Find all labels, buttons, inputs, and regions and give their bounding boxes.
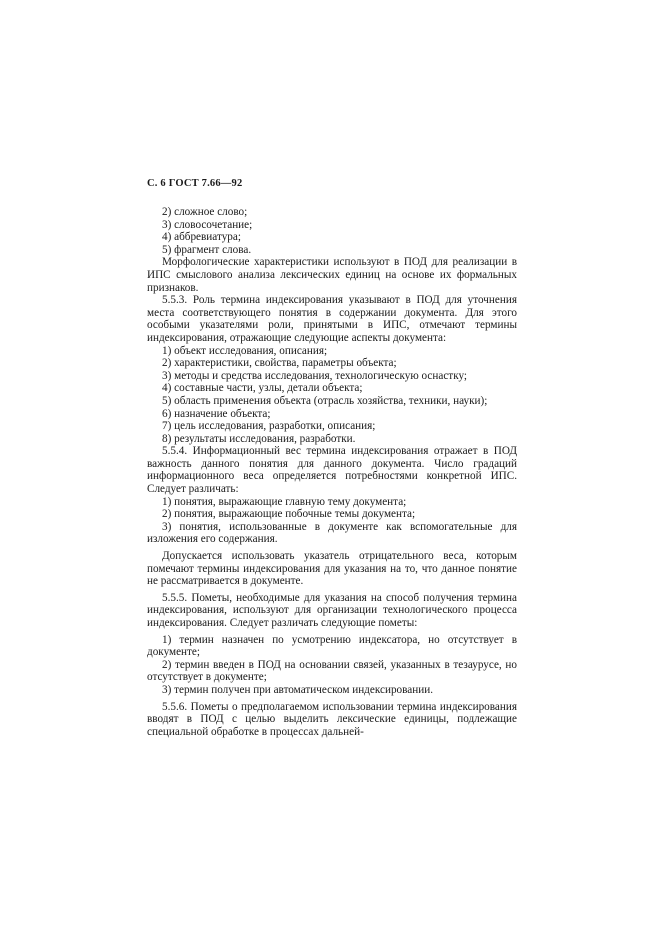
list-item: 5) фрагмент слова. (162, 243, 252, 256)
list-item: 2) характеристики, свойства, параметры объекта; (162, 357, 397, 370)
list-item: 5) область применения объекта (отрасль хозяйства, техники, науки); (162, 394, 488, 407)
list-item: 7) цель исследования, разработки, описания; (162, 420, 376, 433)
paragraph: Морфологические характеристики используют в ПОД для реализации в ИПС смыслового анализа лексических единиц на основе их формальных признаков. (147, 256, 517, 294)
list-item: 3) понятия, использованные в документе как вспомогательные для изложения его содержания. (147, 520, 517, 546)
document-body (147, 206, 517, 738)
list-item: 6) назначение объекта; (162, 407, 271, 420)
list-item: 4) аббревиатура; (162, 231, 241, 244)
list-item: 3) методы и средства исследования, технологическую оснастку; (162, 369, 468, 382)
list-item: 2) термин введен в ПОД на основании связей, указанных в тезаурусе, но отсутствует в документе; (147, 658, 517, 684)
list-item: 2) сложное слово; (162, 206, 248, 218)
paragraph: Допускается использовать указатель отрицательного веса, которым помечают термины индексирования для указания на то, что данное понятие не рассматривается в документе. (147, 550, 517, 588)
list-item: 8) результаты исследования, разработки. (162, 432, 356, 445)
section-5-5-3: 5.5.3. Роль термина индексирования указывают в ПОД для уточнения места соответствующего понятия в содержании документа. Для этого особыми указателями роли, принятыми в ИПС, отмечают термины индексирования, отражающие следующие аспекты документа: (147, 294, 517, 344)
list-item: 4) составные части, узлы, детали объекта; (162, 382, 363, 395)
list-item: 1) понятия, выражающие главную тему документа; (162, 495, 407, 508)
section-5-5-6: 5.5.6. Пометы о предполагаемом использовании термина индексирования вводят в ПОД с целью выделить лексические единицы, подлежащие специальной обработке в процессах дальней- (147, 700, 517, 738)
page-header: С. 6 ГОСТ 7.66—92 (147, 178, 243, 189)
section-5-5-4: 5.5.4. Информационный вес термина индексирования отражает в ПОД важность данного понятия для данного документа. Число градаций информационного веса определяется потребностями конкретной ИПС. Следует различать: (147, 445, 517, 496)
section-5-5-5: 5.5.5. Пометы, необходимые для указания на способ получения термина индексирования, используют для организации технологического процесса индексирования. Следует различать следующие пометы: (147, 591, 517, 629)
list-item: 1) объект исследования, описания; (162, 344, 328, 357)
list-item: 1) термин назначен по усмотрению индексатора, но отсутствует в документе; (147, 633, 517, 659)
list-item: 3) термин получен при автоматическом индексировании. (162, 683, 433, 696)
list-item: 2) понятия, выражающие побочные темы документа; (162, 508, 416, 521)
list-item: 3) словосочетание; (162, 218, 253, 231)
